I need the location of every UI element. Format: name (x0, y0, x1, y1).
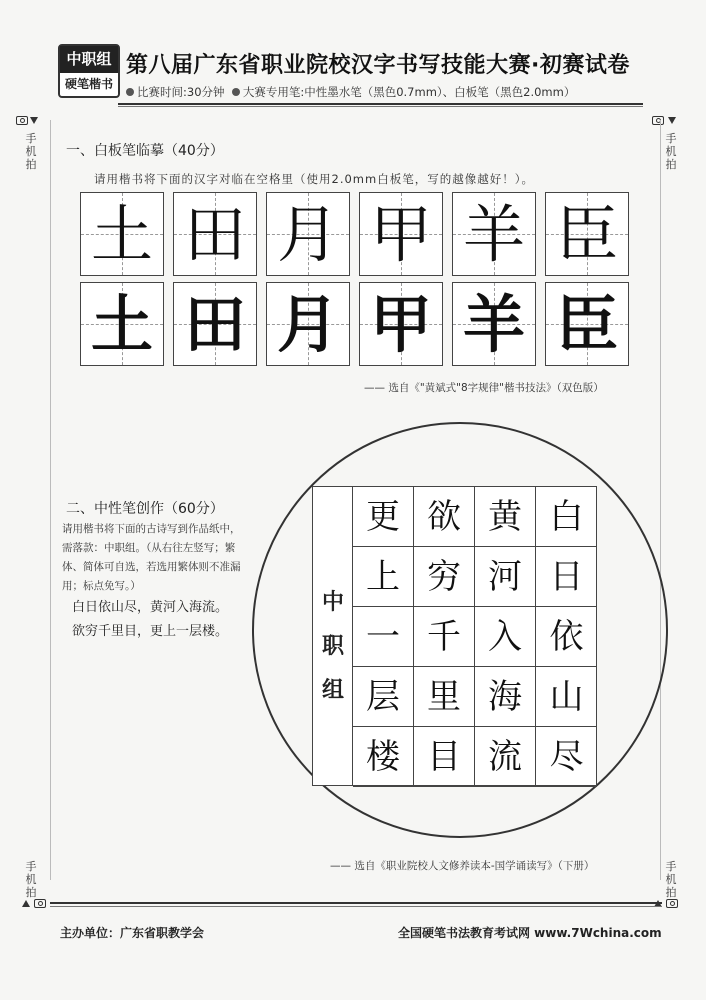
grid-char: 海 (475, 667, 536, 727)
copy-char: 土 (90, 288, 153, 361)
margin-line-right (660, 120, 661, 880)
camera-icon (652, 116, 664, 125)
organizer: 主办单位：广东省职教学会 (60, 926, 205, 940)
grid-char: 更 (353, 487, 414, 547)
grid-char: 一 (353, 607, 414, 667)
signature-char: 组 (321, 678, 344, 703)
grid-char: 层 (353, 667, 414, 727)
grid-char: 河 (475, 547, 536, 607)
camera-icon (16, 116, 28, 125)
model-cell (80, 192, 164, 276)
model-char: 羊 (462, 198, 525, 271)
signature-char: 中 (321, 590, 344, 615)
grid-char: 里 (414, 667, 475, 727)
model-char: 臣 (555, 198, 618, 271)
grid-char: 日 (536, 547, 597, 607)
grid-char: 流 (475, 727, 536, 787)
signature-char: 职 (321, 634, 344, 659)
poem-line: 欲穷千里目，更上一层楼。 (72, 624, 229, 639)
exam-info (126, 84, 575, 100)
bullet-icon (232, 88, 240, 96)
arrow-down-icon (30, 117, 38, 124)
grid-char: 楼 (353, 727, 414, 787)
camera-icon (666, 899, 678, 908)
bullet-icon (126, 88, 134, 96)
copy-char: 月 (276, 288, 339, 361)
writing-grid (312, 486, 597, 786)
footer-rule (50, 902, 662, 904)
grid-char: 白 (536, 487, 597, 547)
section1-instruction: 请用楷书将下面的汉字对临在空格里（使用2.0mm白板笔，写的越像越好！）。 (94, 172, 534, 186)
copy-cell (80, 282, 164, 366)
copy-cell (359, 282, 443, 366)
camera-icon (34, 899, 46, 908)
header-rule-thin (118, 106, 643, 107)
model-cell (452, 192, 536, 276)
side-label-left-bottom: 手 机 拍 (25, 860, 37, 899)
badge-style-label: 硬笔楷书 (64, 77, 113, 91)
grid-char: 尽 (536, 727, 597, 787)
copy-char: 甲 (369, 288, 432, 361)
header-rule (118, 103, 643, 105)
arrow-up-icon (22, 900, 30, 907)
poem-line: 白日依山尽，黄河入海流。 (72, 600, 229, 615)
arrow-down-icon (668, 117, 676, 124)
copy-char: 臣 (555, 288, 618, 361)
copy-cell (452, 282, 536, 366)
grid-char: 依 (536, 607, 597, 667)
group-badge (58, 44, 120, 98)
page-title: 第八届广东省职业院校汉字书写技能大赛·初赛试卷 (126, 53, 630, 78)
section2-instruction: 请用楷书将下面的古诗写到作品纸中，需落款：中职组。（从右往左竖写；繁体、简体可自选，若选用繁体则不准漏用；标点免写。） (62, 523, 241, 592)
model-char: 甲 (369, 198, 432, 271)
grid-char: 入 (475, 607, 536, 667)
copy-char: 田 (183, 288, 246, 361)
section1-source: —— 选自《"黄斌式"8字规律"楷书技法》（双色版） (364, 382, 604, 394)
copy-cell (266, 282, 350, 366)
section2-heading: 二、中性笔创作（60分） (66, 501, 224, 517)
copy-cell (173, 282, 257, 366)
model-cell (359, 192, 443, 276)
pen-info: 大赛专用笔:中性墨水笔（黑色0.7mm）、白板笔（黑色2.0mm） (242, 85, 576, 99)
side-label-right-bottom: 手 机 拍 (665, 860, 677, 899)
grid-char: 黄 (475, 487, 536, 547)
grid-char: 目 (414, 727, 475, 787)
copy-char: 羊 (462, 288, 525, 361)
model-char: 土 (90, 198, 153, 271)
website: 全国硬笔书法教育考试网 www.7Wchina.com (398, 926, 662, 940)
side-label-left-top: 手 机 拍 (25, 132, 37, 171)
copy-cell (545, 282, 629, 366)
footer-rule-thin (50, 906, 662, 907)
model-cell (173, 192, 257, 276)
grid-char: 穷 (414, 547, 475, 607)
grid-signature-column (313, 487, 353, 785)
time-info: 比赛时间:30分钟 (137, 85, 225, 99)
grid-char: 上 (353, 547, 414, 607)
grid-char: 千 (414, 607, 475, 667)
grid-char: 欲 (414, 487, 475, 547)
section2-source: —— 选自《职业院校人文修养读本-国学诵读写》（下册） (330, 860, 595, 872)
margin-line-left (50, 120, 51, 880)
badge-group-label: 中职组 (60, 46, 118, 73)
section1-heading: 一、白板笔临摹（40分） (66, 143, 224, 159)
model-cell (545, 192, 629, 276)
model-char: 田 (183, 198, 246, 271)
model-cell (266, 192, 350, 276)
side-label-right-top: 手 机 拍 (665, 132, 677, 171)
grid-char: 山 (536, 667, 597, 727)
model-char: 月 (276, 198, 339, 271)
